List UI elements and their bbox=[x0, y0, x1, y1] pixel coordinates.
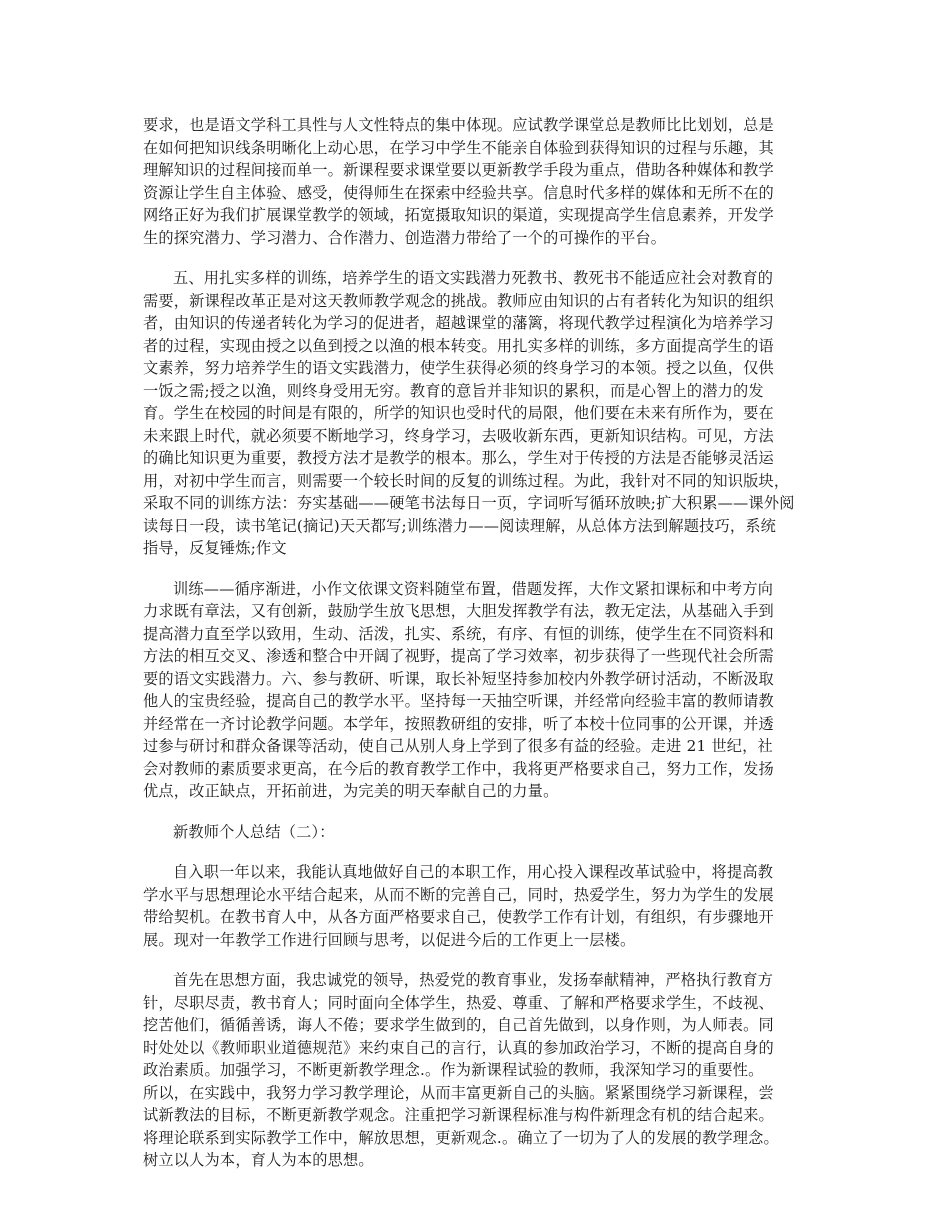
text-line: 方法的相互交叉、渗透和整合中开阔了视野，提高了学习效率，初步获得了一些现代社会所需 bbox=[143, 647, 774, 665]
text-line: 提高潜力直至学以致用，生动、活泼，扎实、系统，有序、有恒的训练，使学生在不同资料和 bbox=[143, 624, 774, 643]
text-line: 育。学生在校园的时间是有限的，所学的知识也受时代的局限，他们要在未来有所作为，要在 bbox=[143, 404, 774, 422]
text-line: 训练——循序渐进，小作文依课文资料随堂布置，借题发挥，大作文紧扣课标和中考方向 bbox=[173, 579, 774, 598]
text-line: 的确比知识更为重要，教授方法才是教学的根本。那么，学生对于传授的方法是否能够灵活运 bbox=[143, 449, 774, 467]
text-line: 新教师个人总结（二）： bbox=[173, 822, 335, 841]
text-line: 一饭之需;授之以渔，则终身受用无穷。教育的意旨并非知识的累积，而是心智上的潜力的发 bbox=[143, 381, 764, 400]
text-line: 针，尽职尽责，教书育人；同时面向全体学生，热爱、尊重、了解和严格要求学生，不歧视、 bbox=[143, 993, 774, 1012]
text-line: 优点，改正缺点，开拓前进，为完美的明天奉献自己的力量。 bbox=[143, 782, 559, 800]
text-line: 树立以人为本，育人为本的思想。 bbox=[143, 1151, 374, 1169]
text-line: 展。现对一年教学工作进行回顾与思考，以促进今后的工作更上一层楼。 bbox=[143, 930, 636, 949]
document-body bbox=[143, 114, 823, 1190]
paragraph bbox=[143, 114, 823, 249]
paragraph bbox=[143, 578, 823, 803]
text-line: 生的探究潜力、学习潜力、合作潜力、创造潜力带给了一个的可操作的平台。 bbox=[143, 228, 667, 247]
text-line: 读每日一段，读书笔记(摘记)天天都写;训练潜力——阅读理解，从总体方法到解题技巧，系统 bbox=[143, 516, 777, 535]
text-line: 并经常在一齐讨论教学问题。本学年，按照教研组的安排，听了本校十位同事的公开课，并透 bbox=[143, 714, 774, 733]
text-line: 在如何把知识线条明晰化上动心思，在学习中学生不能亲自体验到获得知识的过程与乐趣，其 bbox=[143, 138, 774, 157]
paragraph bbox=[143, 821, 823, 844]
text-line: 将理论联系到实际教学工作中，解放思想，更新观念.。确立了一切为了人的发展的教学理念。 bbox=[143, 1128, 779, 1147]
text-line: 五、用扎实多样的训练，培养学生的语文实践潜力死教书、教死书不能适应社会对教育的 bbox=[173, 269, 774, 287]
text-line: 会对教师的素质要求更高，在今后的教育教学工作中，我将更严格要求自己，努力工作，发扬 bbox=[143, 759, 774, 778]
paragraph bbox=[143, 969, 823, 1172]
text-line: 要的语文实践潜力。六、参与教研、听课，取长补短坚持参加校内外教学研讨活动，不断汲取 bbox=[143, 669, 774, 688]
text-line: 文素养，努力培养学生的语文实践潜力，使学生获得必须的终身学习的本领。授之以鱼，仅供 bbox=[143, 359, 774, 377]
text-line: 者的过程，实现由授之以鱼到授之以渔的根本转变。用扎实多样的训练，多方面提高学生的语 bbox=[143, 336, 774, 355]
paragraph bbox=[143, 267, 823, 560]
text-line: 所以，在实践中，我努力学习教学理论，从而丰富更新自己的头脑。紧紧围绕学习新课程，尝 bbox=[143, 1083, 774, 1102]
text-line: 力求既有章法，又有创新，鼓励学生放飞思想，大胆发挥教学有法，教无定法，从基础入手到 bbox=[143, 602, 774, 620]
text-line: 指导，反复锤炼;作文 bbox=[143, 539, 287, 557]
text-line: 学水平与思想理论水平结合起来，从而不断的完善自己，同时，热爱学生，努力为学生的发展 bbox=[143, 885, 774, 904]
text-line: 要求，也是语文学科工具性与人文性特点的集中体现。应试教学课堂总是教师比比划划，总是 bbox=[143, 116, 774, 134]
text-line: 首先在思想方面，我忠诚党的领导，热爱党的教育事业，发扬奉献精神，严格执行教育方 bbox=[173, 971, 774, 989]
text-line: 自入职一年以来，我能认真地做好自己的本职工作，用心投入课程改革试验中，将提高教 bbox=[173, 863, 774, 881]
text-line: 政治素质。加强学习，不断更新教学理念.。作为新课程试验的教师，我深知学习的重要性。 bbox=[143, 1061, 764, 1079]
text-line: 挖苦他们，循循善诱，诲人不倦；要求学生做到的，自己首先做到，以身作则，为人师表。同 bbox=[143, 1016, 774, 1034]
text-line: 采取不同的训练方法：夯实基础——硬笔书法每日一页，字词听写循环放映;扩大积累——课外阅 bbox=[143, 494, 795, 512]
text-line: 时处处以《教师职业道德规范》来约束自己的言行，认真的参加政治学习，不断的提高自身的 bbox=[143, 1038, 774, 1057]
text-line: 用，对初中学生而言，则需要一个较长时间的反复的训练过程。为此，我针对不同的知识版块， bbox=[143, 471, 790, 490]
text-line: 带给契机。在教书育人中，从各方面严格要求自己，使教学工作有计划，有组织，有步骤地开 bbox=[143, 908, 774, 926]
text-line: 未来跟上时代，就必须要不断地学习，终身学习，去吸收新东西，更新知识结构。可见，方法 bbox=[143, 426, 774, 445]
text-line: 者，由知识的传递者转化为学习的促进者，超越课堂的藩篱，将现代教学过程演化为培养学习 bbox=[143, 314, 774, 332]
text-line: 网络正好为我们扩展课堂教学的领域，拓宽摄取知识的渠道，实现提高学生信息素养，开发学 bbox=[143, 206, 774, 224]
paragraph bbox=[143, 861, 823, 951]
text-line: 过参与研讨和群众备课等活动，使自己从别人身上学到了很多有益的经验。走进 21 世纪，社 bbox=[143, 737, 773, 755]
text-line: 他人的宝贵经验，提高自己的教学水平。坚持每一天抽空听课，并经常向经验丰富的教师请教 bbox=[143, 692, 774, 710]
text-line: 需要，新课程改革正是对这天教师教学观念的挑战。教师应由知识的占有者转化为知识的组织 bbox=[143, 291, 774, 310]
text-line: 资源让学生自主体验、感受，使得师生在探索中经验共享。信息时代多样的媒体和无所不在的 bbox=[143, 183, 774, 202]
text-line: 试新教法的目标，不断更新教学观念。注重把学习新课程标准与构件新理念有机的结合起来。 bbox=[143, 1106, 774, 1124]
text-line: 理解知识的过程间接而单一。新课程要求课堂要以更新教学手段为重点，借助各种媒体和教学 bbox=[143, 161, 774, 179]
